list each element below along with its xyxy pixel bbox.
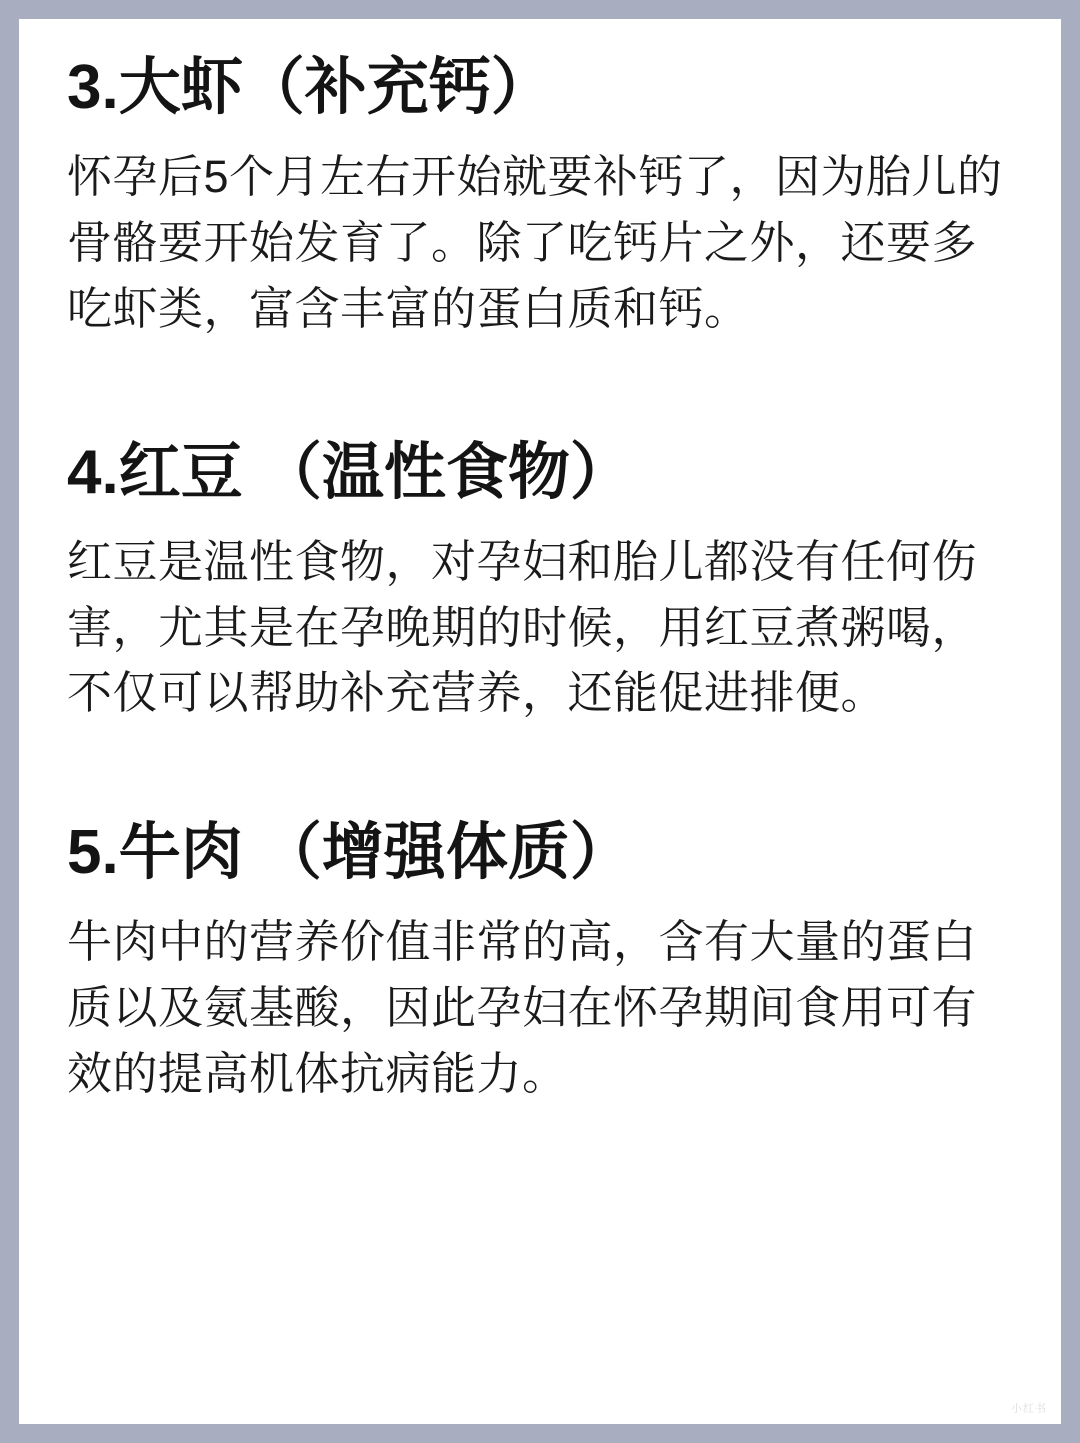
section-body: 怀孕后5个月左右开始就要补钙了，因为胎儿的骨骼要开始发育了。除了吃钙片之外，还要多吃虾类，富含丰富的蛋白质和钙。 (67, 151, 1003, 334)
section-heading: 3.大虾（补充钙） (67, 53, 553, 122)
section-heading: 4.红豆 （温性食物） (67, 437, 632, 507)
section-shrimp (67, 53, 1013, 342)
section-red-bean (67, 438, 1013, 727)
section-beef (67, 818, 1013, 1107)
document-card (19, 19, 1061, 1424)
section-heading: 5.牛肉 （增强体质） (67, 818, 632, 887)
watermark-label: 小红书 (1011, 1403, 1047, 1415)
section-body: 牛肉中的营养价值非常的高，含有大量的蛋白质以及氨基酸，因此孕妇在怀孕期间食用可有效的提高机体抗病能力。 (67, 916, 978, 1099)
section-body: 红豆是温性食物，对孕妇和胎儿都没有任何伤害，尤其是在孕晚期的时候，用红豆煮粥喝，不仅可以帮助补充营养，还能促进排便。 (67, 535, 978, 719)
section-spacer (67, 726, 1013, 818)
section-spacer (67, 342, 1013, 438)
